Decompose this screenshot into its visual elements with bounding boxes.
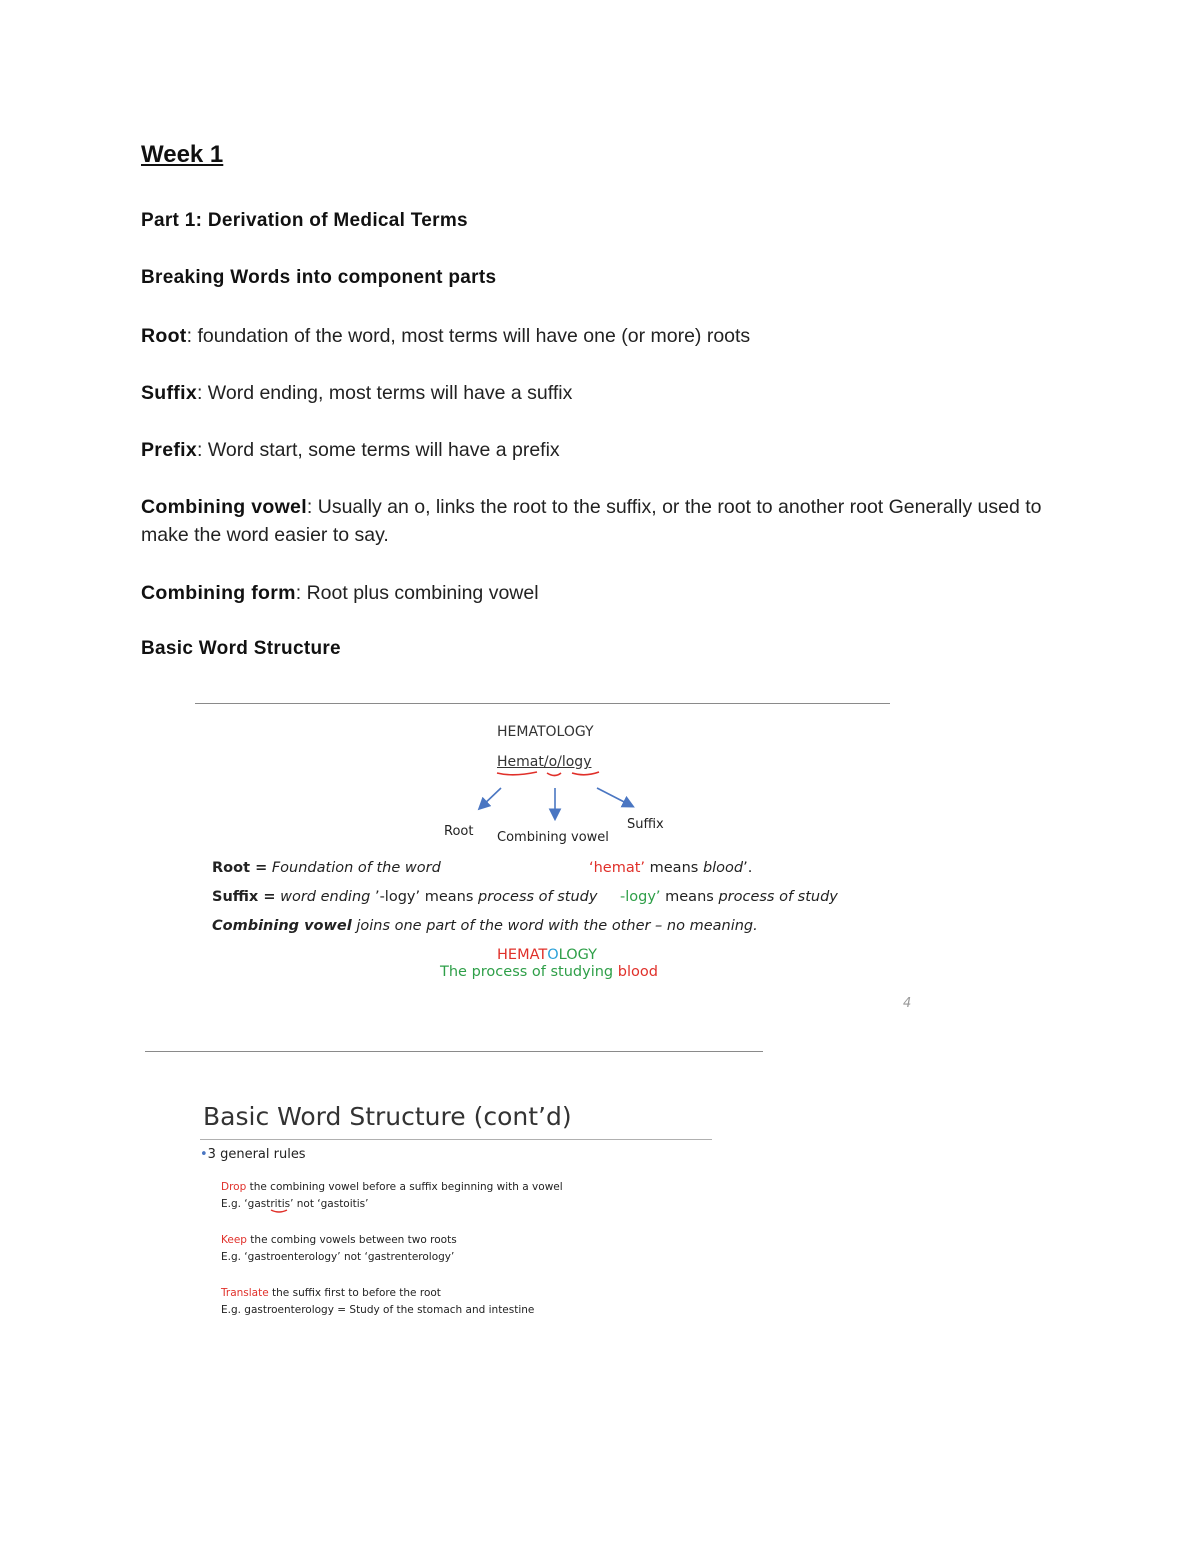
slide-word-structure-rules <box>145 1040 765 1330</box>
diagram-arrows <box>195 700 920 840</box>
root-underline <box>497 772 537 775</box>
definition-suffix <box>141 379 1071 407</box>
definition-root <box>141 322 1071 350</box>
suffix-arrow <box>597 788 632 806</box>
label-root: Root <box>444 824 474 839</box>
suffix-underline <box>572 772 599 775</box>
colored-word <box>497 947 597 963</box>
week-title: Week 1 <box>141 141 224 168</box>
colored-word-suffix: LOGY <box>558 947 598 963</box>
suffix-line <box>212 889 597 905</box>
slide-word-split: Hemat/o/logy <box>497 754 592 770</box>
rule-underline-marks <box>145 1040 765 1330</box>
definition-text: : Usually an o, links the root to the suffix, or the root to another root Generally used to make the word easier to say. <box>141 496 1042 546</box>
rule-keyword: Drop <box>221 1181 247 1193</box>
root-line <box>212 860 441 876</box>
suffix-quote-green: -logy’ <box>620 889 661 905</box>
root-arrow <box>480 788 501 808</box>
rule-example: E.g. gastroenterology = Study of the stomach and intestine <box>221 1304 535 1316</box>
slide-word: HEMATOLOGY <box>497 724 594 740</box>
definition-term: Root <box>141 325 187 347</box>
section-heading: Breaking Words into component parts <box>141 267 497 288</box>
root-meaning <box>589 860 752 876</box>
suffix-quote: ’-logy’ <box>374 889 421 905</box>
vowel-line-def: joins one part of the word with the other – no meaning. <box>356 918 758 934</box>
suffix-line-term: Suffix = <box>212 889 276 905</box>
translation <box>440 964 658 980</box>
definition-text: : Word start, some terms will have a prefix <box>197 439 560 461</box>
definition-term: Combining form <box>141 582 296 604</box>
rule-text: the suffix first to before the root <box>268 1287 441 1299</box>
label-suffix: Suffix <box>627 817 664 832</box>
part-heading: Part 1: Derivation of Medical Terms <box>141 210 468 231</box>
root-meaning-end: ’. <box>743 860 753 876</box>
structure-heading: Basic Word Structure <box>141 638 341 659</box>
translation-blood: blood <box>617 964 658 980</box>
suffix-meaning-right-value: process of study <box>718 889 838 905</box>
definition-term: Prefix <box>141 439 197 461</box>
vowel-line <box>212 918 758 934</box>
translation-process: The process of studying <box>440 964 614 980</box>
colored-word-root: HEMAT <box>497 947 548 963</box>
means-text: means <box>424 889 474 905</box>
definition-prefix <box>141 436 1071 464</box>
rule-text: the combing vowels between two roots <box>246 1234 457 1246</box>
rule-keyword: Translate <box>221 1287 269 1299</box>
definition-combining-form <box>141 579 1071 607</box>
slide-hematology <box>195 700 920 1020</box>
suffix-meaning-right <box>620 889 838 905</box>
suffix-meaning: process of study <box>478 889 598 905</box>
slide2-bullet-text: 3 general rules <box>207 1147 306 1162</box>
slide-page-number: 4 <box>903 996 912 1011</box>
vowel-underline <box>547 773 561 776</box>
slide2-title: Basic Word Structure (cont’d) <box>203 1102 572 1131</box>
suffix-line-def: word ending <box>280 889 371 905</box>
rule-keyword: Keep <box>221 1234 247 1246</box>
gastritis-underline <box>271 1210 287 1212</box>
label-combining-vowel: Combining vowel <box>497 830 609 845</box>
definition-term: Suffix <box>141 382 197 404</box>
definition-combining-vowel <box>141 493 1071 549</box>
rule-example: E.g. ‘gastritis’ not ‘gastoitis’ <box>221 1198 369 1210</box>
rule-example: E.g. ‘gastroenterology’ not ‘gastrenterology’ <box>221 1251 455 1263</box>
root-line-term: Root = <box>212 860 268 876</box>
root-quote: ‘hemat’ <box>589 860 646 876</box>
rule-text: the combining vowel before a suffix beginning with a vowel <box>246 1181 563 1193</box>
root-meaning-value: blood <box>702 860 744 876</box>
definition-text: : Root plus combining vowel <box>295 582 539 604</box>
vowel-line-term: Combining vowel <box>212 918 352 934</box>
bullet-icon: • <box>200 1147 208 1162</box>
definition-text: : foundation of the word, most terms will have one (or more) roots <box>186 325 751 347</box>
means-text: means <box>665 889 714 905</box>
definition-term: Combining vowel <box>141 496 307 518</box>
colored-word-vowel: O <box>547 947 559 963</box>
root-line-def: Foundation of the word <box>271 860 441 876</box>
definition-text: : Word ending, most terms will have a suffix <box>196 382 573 404</box>
means-text: means <box>649 860 699 876</box>
